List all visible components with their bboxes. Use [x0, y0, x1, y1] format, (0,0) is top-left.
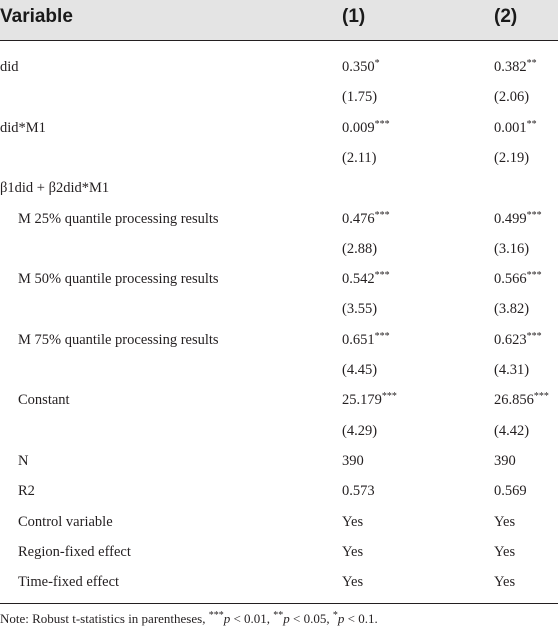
cell-value: 0.542	[342, 271, 375, 288]
cell-model-1	[342, 476, 375, 506]
significance-stars: ***	[533, 391, 549, 403]
cell-value: (2.11)	[342, 149, 377, 166]
cell-value: (4.31)	[494, 362, 530, 378]
cell-value: (2.19)	[494, 149, 530, 166]
cell-value: 0.623	[494, 331, 527, 348]
cell-model-1	[342, 507, 363, 537]
significance-stars: ***	[374, 209, 390, 221]
cell-value: 0.350	[342, 59, 375, 75]
significance-stars: **	[526, 118, 537, 130]
cell-model-1	[342, 204, 390, 234]
row-label: did	[0, 59, 19, 75]
cell-model-1	[342, 234, 377, 264]
note-p-symbol: p	[223, 611, 231, 626]
table-row	[0, 204, 558, 234]
row-label: M 25% quantile processing results	[18, 210, 219, 227]
cell-model-2	[494, 82, 529, 112]
table-row	[0, 567, 558, 597]
cell-model-2	[494, 52, 537, 82]
cell-model-1	[342, 567, 363, 597]
cell-model-2	[494, 446, 516, 476]
cell-value: (3.55)	[342, 301, 378, 318]
cell-value: (3.82)	[494, 301, 530, 318]
table-row	[0, 52, 558, 82]
cell-value: Yes	[342, 543, 364, 560]
note-prefix: Note: Robust t-statistics in parentheses,	[0, 611, 209, 626]
cell-model-1	[342, 416, 377, 446]
row-label: R2	[18, 483, 35, 500]
significance-stars: ***	[526, 209, 542, 221]
row-label: M 75% quantile processing results	[18, 331, 219, 348]
note-stars: **	[273, 610, 284, 621]
cell-value: 0.573	[342, 483, 375, 500]
cell-value: 0.009	[342, 119, 375, 136]
cell-value: (4.29)	[342, 422, 378, 439]
cell-model-2	[494, 567, 515, 597]
cell-model-2	[494, 294, 529, 324]
header-model-2: (2)	[494, 6, 518, 27]
row-label: M 50% quantile processing results	[18, 271, 219, 288]
note-p-symbol: p	[283, 611, 290, 626]
header-variable: Variable	[0, 6, 73, 27]
significance-stars: ***	[374, 270, 390, 282]
cell-model-2	[494, 476, 527, 506]
table-row	[0, 82, 558, 112]
cell-value: Yes	[494, 543, 516, 560]
cell-value: (1.75)	[342, 89, 378, 106]
note-threshold: < 0.1.	[344, 611, 378, 626]
header-model-1: (1)	[342, 6, 366, 27]
row-label: Control variable	[18, 513, 113, 530]
cell-model-1	[342, 143, 377, 173]
significance-stars: ***	[381, 391, 397, 403]
table-row	[0, 234, 558, 264]
note-threshold: < 0.01,	[230, 611, 274, 626]
significance-stars: ***	[374, 330, 390, 342]
note-threshold: < 0.05,	[289, 611, 333, 626]
cell-value: (4.42)	[494, 422, 530, 439]
significance-stars: ***	[526, 270, 542, 282]
significance-stars: **	[526, 58, 537, 69]
cell-model-1	[342, 264, 390, 294]
note-p-symbol: p	[337, 611, 345, 626]
note-stars: ***	[208, 610, 224, 621]
cell-model-2	[494, 385, 549, 415]
cell-model-1	[342, 113, 390, 143]
cell-value: Yes	[494, 513, 516, 530]
table-row	[0, 325, 558, 355]
cell-value: 25.179	[342, 392, 382, 409]
cell-model-2	[494, 234, 529, 264]
cell-model-1	[342, 446, 364, 476]
cell-model-1	[342, 52, 380, 82]
cell-model-2	[494, 264, 542, 294]
cell-model-1	[342, 537, 363, 567]
cell-value: 0.382	[494, 59, 527, 75]
cell-model-2	[494, 416, 529, 446]
cell-value: 0.569	[494, 483, 527, 500]
row-label: N	[18, 452, 29, 469]
cell-value: 26.856	[494, 392, 534, 409]
cell-value: (4.45)	[342, 362, 378, 378]
cell-value: 0.499	[494, 210, 527, 227]
note-stars: *	[332, 610, 338, 621]
note-significance	[209, 611, 378, 626]
cell-value: (2.88)	[342, 240, 378, 257]
header-rule	[0, 40, 558, 41]
cell-value: 0.651	[342, 331, 375, 348]
cell-model-2	[494, 325, 542, 355]
cell-value: (2.06)	[494, 89, 530, 106]
cell-model-2	[494, 113, 537, 143]
cell-model-2	[494, 355, 529, 385]
table-row	[0, 446, 558, 476]
cell-model-1	[342, 385, 397, 415]
significance-stars: ***	[374, 118, 390, 130]
cell-value: Yes	[342, 574, 364, 591]
row-label: Time-fixed effect	[18, 574, 120, 591]
table-row	[0, 507, 558, 537]
table-row	[0, 143, 558, 173]
table-row	[0, 173, 558, 203]
cell-value: 0.476	[342, 210, 375, 227]
row-label: did*M1	[0, 119, 46, 136]
cell-model-1	[342, 355, 377, 385]
significance-stars: *	[374, 58, 380, 69]
row-label: β1did + β2did*M1	[0, 180, 110, 197]
cell-value: 390	[342, 452, 364, 469]
table-row	[0, 113, 558, 143]
cell-model-1	[342, 294, 377, 324]
table-note	[0, 611, 378, 627]
table-row	[0, 416, 558, 446]
row-label: Region-fixed effect	[18, 543, 131, 560]
table-row	[0, 294, 558, 324]
cell-value: 390	[494, 452, 516, 469]
table-row	[0, 476, 558, 506]
cell-model-2	[494, 143, 529, 173]
table-row	[0, 264, 558, 294]
cell-model-2	[494, 507, 515, 537]
cell-model-1	[342, 82, 377, 112]
cell-value: Yes	[342, 513, 364, 530]
table-header	[0, 0, 558, 40]
cell-model-1	[342, 325, 390, 355]
table-row	[0, 385, 558, 415]
cell-value: Yes	[494, 574, 516, 591]
row-label: Constant	[18, 392, 70, 409]
cell-value: 0.001	[494, 119, 527, 136]
table-row	[0, 537, 558, 567]
table-row	[0, 355, 558, 385]
cell-model-2	[494, 204, 542, 234]
cell-model-2	[494, 537, 515, 567]
bottom-rule	[0, 603, 558, 604]
significance-stars: ***	[526, 330, 542, 342]
cell-value: (3.16)	[494, 240, 530, 257]
cell-value: 0.566	[494, 271, 527, 288]
